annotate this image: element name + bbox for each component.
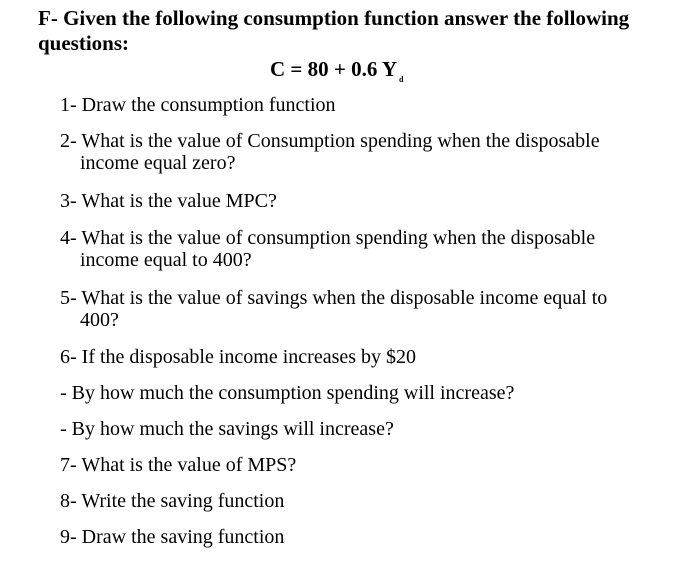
question-text: What is the value of MPS?	[81, 454, 297, 476]
question-number: 4-	[60, 227, 77, 249]
question-1	[60, 94, 640, 116]
question-bullet: -	[60, 382, 67, 404]
question-9	[60, 526, 640, 548]
consumption-formula	[270, 56, 403, 93]
question-6b	[60, 418, 640, 440]
question-text: What is the value MPC?	[81, 190, 277, 212]
question-text-continued: income equal zero?	[80, 152, 236, 174]
question-8	[60, 490, 640, 512]
question-4	[60, 227, 640, 271]
question-number: 1-	[60, 94, 77, 116]
question-text: Draw the saving function	[81, 526, 285, 548]
question-2	[60, 130, 640, 174]
question-text: Draw the consumption function	[81, 94, 336, 116]
question-text: By how much the savings will increase?	[71, 418, 394, 440]
formula-subscript: d	[398, 75, 404, 84]
question-number: 8-	[60, 490, 77, 512]
question-6a	[60, 382, 640, 404]
question-bullet: -	[60, 418, 67, 440]
question-5	[60, 287, 640, 331]
question-number: 9-	[60, 526, 77, 548]
question-number: 3-	[60, 190, 77, 212]
question-7	[60, 454, 640, 476]
question-number: 6-	[60, 346, 77, 368]
question-text-continued: income equal to 400?	[80, 249, 252, 271]
section-heading: F- Given the following consumption function answer the following questions:	[38, 6, 630, 55]
question-number: 2-	[60, 130, 77, 152]
question-text: What is the value of Consumption spending when the disposable	[81, 130, 600, 152]
question-text-continued: 400?	[80, 309, 119, 331]
question-text: Write the saving function	[81, 490, 285, 512]
question-number: 7-	[60, 454, 77, 476]
question-text: By how much the consumption spending will increase?	[71, 382, 515, 404]
question-text: What is the value of consumption spending when the disposable	[81, 227, 596, 249]
question-number: 5-	[60, 287, 77, 309]
question-text: If the disposable income increases by $20	[81, 346, 417, 368]
question-text: What is the value of savings when the disposable income equal to	[81, 287, 608, 309]
formula-main: C = 80 + 0.6 Y	[270, 57, 397, 81]
question-3	[60, 190, 640, 212]
question-6	[60, 346, 640, 368]
